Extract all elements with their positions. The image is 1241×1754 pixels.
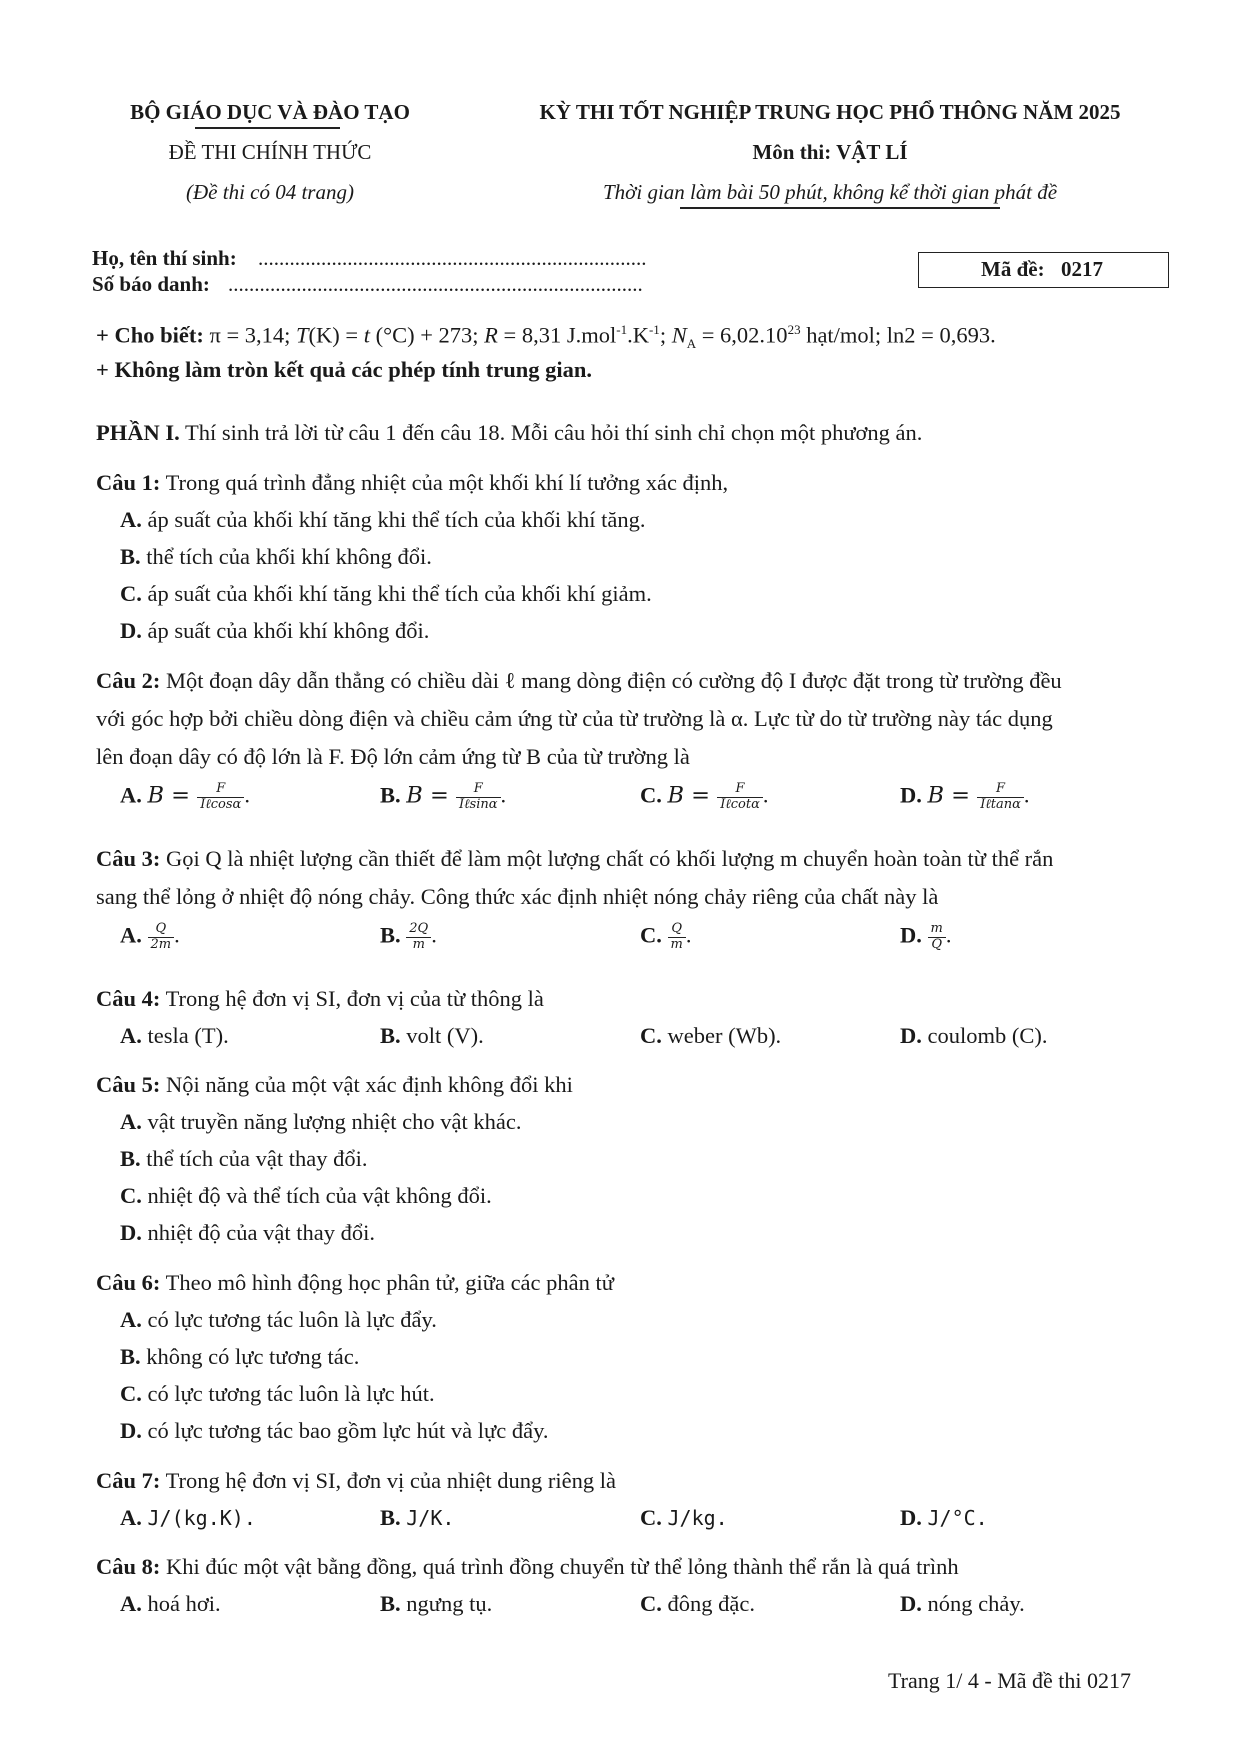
q6-option-d[interactable]: D. có lực tương tác bao gồm lực hút và lực đẩy. [120,1418,549,1443]
q8-option-d[interactable]: D. nóng chảy. [900,1591,1025,1616]
q5-option-a[interactable]: A. vật truyền năng lượng nhiệt cho vật khác. [120,1109,522,1134]
part1-instruction: PHẦN I. Thí sinh trả lời từ câu 1 đến câu 18. Mỗi câu hỏi thí sinh chỉ chọn một phương án. [96,420,923,445]
question-1: Câu 1: Trong quá trình đẳng nhiệt của một khối khí lí tưởng xác định, [96,470,729,495]
q5-option-d[interactable]: D. nhiệt độ của vật thay đổi. [120,1220,375,1245]
question-4: Câu 4: Trong hệ đơn vị SI, đơn vị của từ thông là [96,986,544,1011]
q2-option-c[interactable]: C. B = $\frac{F}{\text{Iℓcotα}}$ . [640,781,769,812]
rounding-note: + Không làm tròn kết quả các phép tính trung gian. [96,357,593,382]
q1-option-b[interactable]: B. thể tích của khối khí không đổi. [120,544,432,569]
q7-option-d[interactable]: D. J/°C. [900,1505,988,1530]
candidate-name-label: Họ, tên thí sinh: [92,246,237,270]
fraction: $\frac{F}{\text{Iℓcotα}}$ [717,782,763,813]
candidate-id-label: Số báo danh: [92,272,210,296]
q1-option-c[interactable]: C. áp suất của khối khí tăng khi thể tích của khối khí giảm. [120,581,652,606]
page-footer: Trang 1/ 4 - Mã đề thi 0217 [888,1668,1132,1693]
q2-option-a[interactable]: A. B = $\frac{F}{\text{Iℓcosα}}$ . [120,781,250,812]
q4-option-c[interactable]: C. weber (Wb). [640,1023,782,1048]
q8-option-c[interactable]: C. đông đặc. [640,1591,755,1616]
q1-option-d[interactable]: D. áp suất của khối khí không đổi. [120,618,430,643]
question-6: Câu 6: Theo mô hình động học phân tử, giữa các phân tử [96,1270,614,1295]
q1-option-a[interactable]: A. áp suất của khối khí tăng khi thể tích của khối khí tăng. [120,507,646,532]
q4-option-b[interactable]: B. volt (V). [380,1023,484,1048]
part1-label: PHẦN I. [96,420,180,445]
ministry-name: BỘ GIÁO DỤC VÀ ĐÀO TẠO [130,100,410,124]
fraction: $\frac{F}{\text{Iℓsinα}}$ [456,782,501,813]
q7-option-c[interactable]: C. J/kg. [640,1505,728,1530]
fraction: $\frac{m}{Q}$ [928,922,946,953]
official-exam-label: ĐỀ THI CHÍNH THỨC [168,140,372,164]
time-note: Thời gian làm bài 50 phút, không kể thời gian phát đề [602,180,1058,204]
time-underline [680,207,1000,209]
q3-option-b[interactable]: B. $\frac{2Q}{m}$ . [380,921,437,952]
q3-option-d[interactable]: D. $\frac{m}{Q}$ . [900,921,952,952]
exam-code-label: Mã đề: [981,257,1045,281]
q6-option-b[interactable]: B. không có lực tương tác. [120,1344,360,1369]
exam-code-value: 0217 [1061,257,1103,281]
q4-option-d[interactable]: D. coulomb (C). [900,1023,1048,1048]
pages-note: (Đề thi có 04 trang) [186,180,354,204]
fraction: $\frac{Q}{2m}$ [148,922,175,953]
given-prefix: + Cho biết: [96,322,204,348]
fraction: $\frac{2Q}{m}$ [406,922,431,953]
q5-option-b[interactable]: B. thể tích của vật thay đổi. [120,1146,368,1171]
question-2-line-3: lên đoạn dây có độ lớn là F. Độ lớn cảm ứng từ B của từ trường là [96,744,690,769]
q8-option-b[interactable]: B. ngưng tụ. [380,1591,493,1616]
fraction: $\frac{F}{\text{Iℓcosα}}$ [197,782,244,813]
q6-option-a[interactable]: A. có lực tương tác luôn là lực đẩy. [120,1307,437,1332]
q7-option-a[interactable]: A. J/(kg.K). [120,1505,256,1530]
question-3: Câu 3: Gọi Q là nhiệt lượng cần thiết để làm một lượng chất có khối lượng m chuyển hoàn toàn từ thể rắn [96,846,1054,871]
q5-option-c[interactable]: C. nhiệt độ và thể tích của vật không đổi. [120,1183,492,1208]
q2-option-b[interactable]: B. B = $\frac{F}{\text{Iℓsinα}}$ . [380,781,507,812]
question-3-line-2: sang thể lỏng ở nhiệt độ nóng chảy. Công thức xác định nhiệt nóng chảy riêng của chất này là [96,884,939,909]
q6-option-c[interactable]: C. có lực tương tác luôn là lực hút. [120,1381,435,1406]
question-5: Câu 5: Nội năng của một vật xác định không đổi khi [96,1072,573,1097]
q4-option-a[interactable]: A. tesla (T). [120,1023,229,1048]
ministry-underline [195,127,340,129]
q3-option-c[interactable]: C. $\frac{Q}{m}$ . [640,921,692,952]
exam-subject: Môn thi: VẬT LÍ [752,140,908,164]
q3-option-a[interactable]: A. $\frac{Q}{2m}$ . [120,921,180,952]
exam-code-box [918,252,1169,288]
question-2: Câu 2: Một đoạn dây dẫn thẳng có chiều dài ℓ mang dòng điện có cường độ I được đặt trong từ trường đều [96,668,1062,693]
q7-option-b[interactable]: B. J/K. [380,1505,455,1530]
candidate-name-dots: .......................................................................... [258,246,647,270]
q2-option-d[interactable]: D. B = $\frac{F}{\text{Iℓtanα}}$ . [900,781,1030,812]
question-8: Câu 8: Khi đúc một vật bằng đồng, quá trình đồng chuyển từ thể lỏng thành thể rắn là quá trình [96,1554,959,1579]
q8-option-a[interactable]: A. hoá hơi. [120,1591,221,1616]
exam-title: KỲ THI TỐT NGHIỆP TRUNG HỌC PHỔ THÔNG NĂM 2025 [539,100,1121,124]
given-constants: + Cho biết: π = 3,14; T(K) = t (°C) + 273; R = 8,31 $J.mol^{-1}.K^{-1}$; $N_A = 6,02.10^{23}$ hạt/mol; ln2 = 0,693. [96,322,996,351]
question-7: Câu 7: Trong hệ đơn vị SI, đơn vị của nhiệt dung riêng là [96,1468,617,1493]
candidate-id-dots: ............................................................................... [228,272,643,296]
question-2-line-2: với góc hợp bởi chiều dòng điện và chiều cảm ứng từ của từ trường là α. Lực từ do từ trường này tác dụng [96,706,1053,731]
fraction: $\frac{Q}{m}$ [668,922,686,953]
fraction: $\frac{F}{\text{Iℓtanα}}$ [977,782,1024,813]
